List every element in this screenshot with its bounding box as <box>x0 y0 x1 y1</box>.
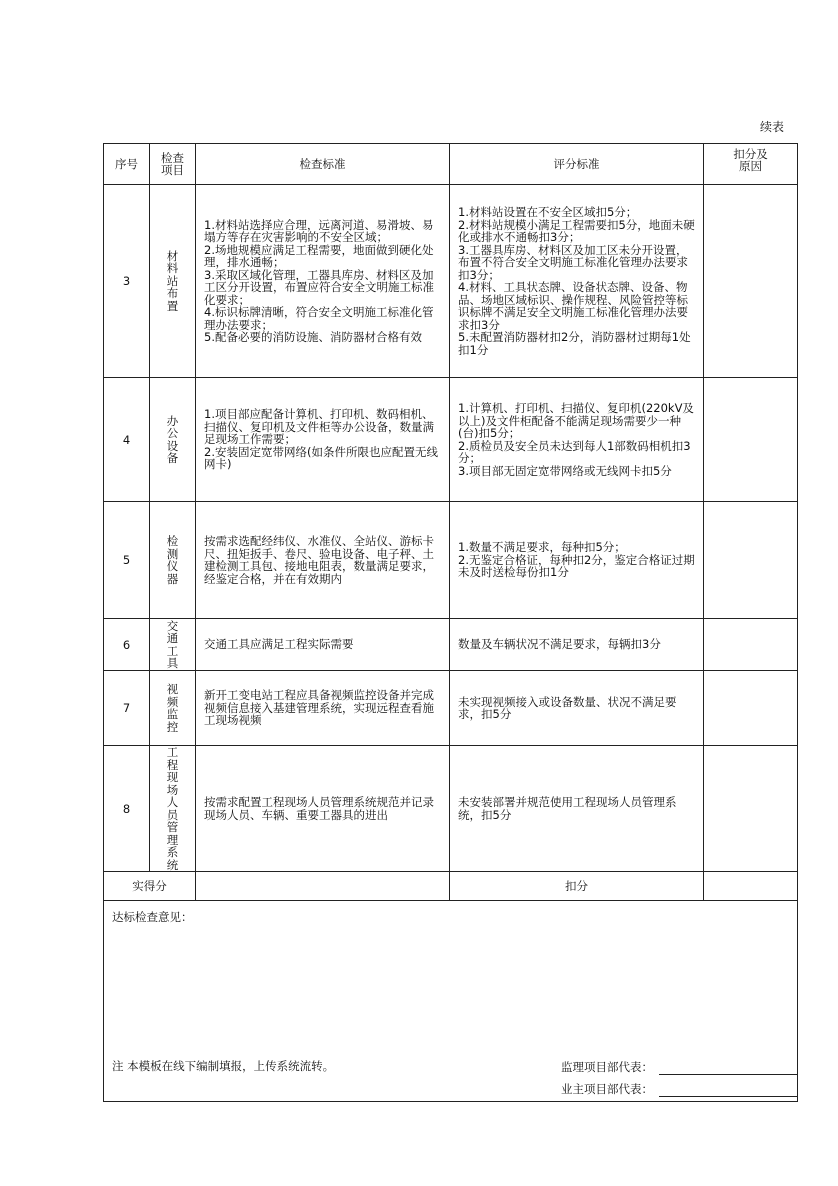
table-row <box>104 502 798 619</box>
header-deduction: 扣分及 原因 <box>704 144 798 185</box>
row-item: 工程现场人员管理系统 <box>150 746 196 872</box>
row-standard: 新开工变电站工程应具备视频监控设备并完成视频信息接入基建管理系统，实现远程查看施工现场视频 <box>196 671 450 746</box>
row-standard: 交通工具应满足工程实际需要 <box>196 619 450 671</box>
header-seq: 序号 <box>104 144 150 185</box>
deducted-label: 扣分 <box>450 872 704 901</box>
owner-rep-label: 业主项目部代表： <box>561 1082 653 1096</box>
actual-score-label: 实得分 <box>104 872 196 901</box>
row-scoring: 1.计算机、打印机、扫描仪、复印机(220kV及以上)及文件柜配备不能满足现场需要少一种(台)扣5分； 2.质检员及安全员未达到每人1部数码相机扣3分； 3.项目部无固定宽带网络或无线网卡扣5分 <box>450 378 704 502</box>
deducted-cell[interactable] <box>704 872 798 901</box>
table-row <box>104 378 798 502</box>
row-standard: 1.材料站选择应合理，远离河道、易滑坡、易塌方等存在灾害影响的不安全区域； 2.场地规模应满足工程需要，地面做到硬化处理，排水通畅； 3.采取区域化管理，工器具库房、材料区及加工区分开设置，布置应符合安全文明施工标准化要求； 4.标识标牌清晰，符合安全文明施工标准化管理办法要求； 5.配备必要的消防设施、消防器材合格有效 <box>196 185 450 378</box>
inspection-table <box>103 143 798 1102</box>
supervisor-signature <box>561 1059 797 1075</box>
header-standard: 检查标准 <box>196 144 450 185</box>
row-scoring: 未安装部署并规范使用工程现场人员管理系统，扣5分 <box>450 746 704 872</box>
footnote: 注 本模板在线下编制填报，上传系统流转。 <box>112 1059 335 1073</box>
row-item: 检测仪器 <box>150 502 196 619</box>
row-seq: 3 <box>104 185 150 378</box>
row-standard: 按需求配置工程现场人员管理系统规范并记录现场人员、车辆、重要工器具的进出 <box>196 746 450 872</box>
row-deduction-cell[interactable] <box>704 378 798 502</box>
header-item: 检查 项目 <box>150 144 196 185</box>
row-deduction-cell[interactable] <box>704 619 798 671</box>
continued-label: 续表 <box>760 120 785 134</box>
row-standard: 1.项目部应配备计算机、打印机、数码相机、扫描仪、复印机及文件柜等办公设备，数量满足现场工作需要； 2.安装固定宽带网络(如条件所限也应配置无线网卡) <box>196 378 450 502</box>
table-row <box>104 185 798 378</box>
row-deduction-cell[interactable] <box>704 746 798 872</box>
table-row <box>104 619 798 671</box>
row-seq: 4 <box>104 378 150 502</box>
table-header-row <box>104 144 798 185</box>
row-scoring: 1.材料站设置在不安全区域扣5分； 2.材料站规模小满足工程需要扣5分，地面未硬化或排水不通畅扣3分； 3.工器具库房、材料区及加工区未分开设置，布置不符合安全文明施工标准化管理办法要求扣3分； 4.材料、工具状态牌、设备状态牌、设备、物品、场地区域标识、操作规程、风险管控等标识标牌不满足安全文明施工标准化管理办法要求扣3分 5.未配置消防器材扣2分，消防器材过期每1处扣1分 <box>450 185 704 378</box>
row-item: 材料站布置 <box>150 185 196 378</box>
row-standard: 按需求选配经纬仪、水准仪、全站仪、游标卡尺、扭矩扳手、卷尺、验电设备、电子秤、土建检测工具包、接地电阻表，数量满足要求，经鉴定合格，并在有效期内 <box>196 502 450 619</box>
row-deduction-cell[interactable] <box>704 185 798 378</box>
row-scoring: 未实现视频接入或设备数量、状况不满足要求，扣5分 <box>450 671 704 746</box>
owner-signature <box>561 1081 797 1097</box>
row-item: 办公设备 <box>150 378 196 502</box>
row-seq: 7 <box>104 671 150 746</box>
row-deduction-cell[interactable] <box>704 502 798 619</box>
row-scoring: 1.数量不满足要求，每种扣5分； 2.无鉴定合格证，每种扣2分，鉴定合格证过期未及时送检每份扣1分 <box>450 502 704 619</box>
table-row <box>104 671 798 746</box>
row-scoring: 数量及车辆状况不满足要求，每辆扣3分 <box>450 619 704 671</box>
row-seq: 8 <box>104 746 150 872</box>
supervisor-rep-label: 监理项目部代表： <box>561 1060 653 1074</box>
header-scoring: 评分标准 <box>450 144 704 185</box>
owner-signature-line[interactable] <box>659 1082 797 1097</box>
actual-score-cell[interactable] <box>196 872 450 901</box>
table-row <box>104 746 798 872</box>
row-item: 交通工具 <box>150 619 196 671</box>
opinion-label: 达标检查意见： <box>112 910 193 924</box>
row-seq: 6 <box>104 619 150 671</box>
row-item: 视频监控 <box>150 671 196 746</box>
score-row <box>104 872 798 901</box>
row-seq: 5 <box>104 502 150 619</box>
supervisor-signature-line[interactable] <box>659 1060 797 1075</box>
row-deduction-cell[interactable] <box>704 671 798 746</box>
